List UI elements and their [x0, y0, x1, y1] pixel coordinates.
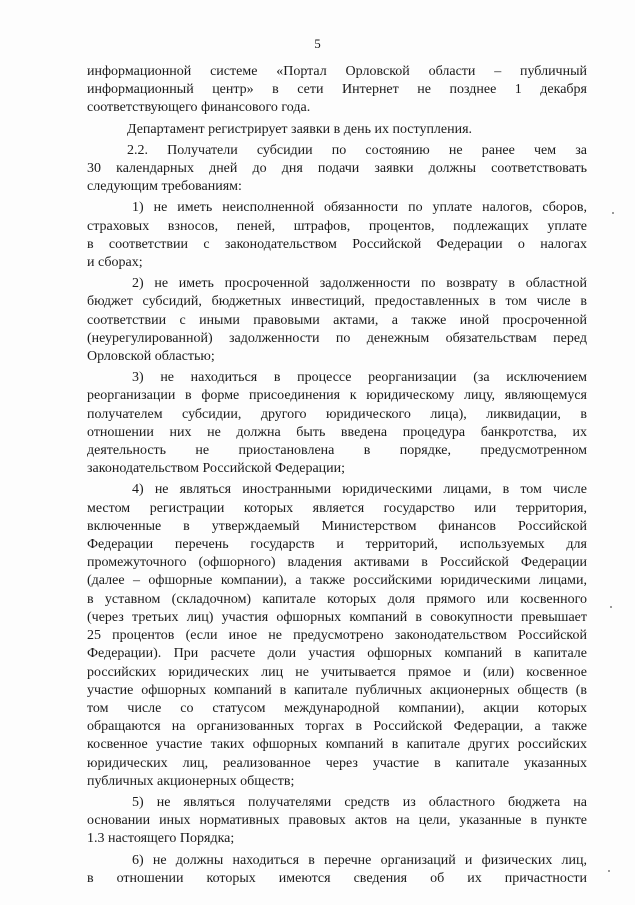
text-line: отношении них не должна быть введена процедура банкротства, их: [87, 424, 587, 440]
text-line: следующим требованиям:: [87, 179, 242, 195]
text-line: законодательством Российской Федерации;: [87, 461, 346, 477]
text-line: страховых взносов, пеней, штрафов, процентов, подлежащих уплате: [87, 218, 587, 234]
text-line: (неурегулированной) задолженности по денежным обязательствам перед: [87, 330, 587, 346]
text-line: промежуточного (офшорного) владения активами в Российской Федерации: [87, 555, 587, 571]
text-line: Федерации). При расчете доли участия офшорных компаний в капитале: [87, 646, 587, 662]
text-line: информационной системе «Портал Орловской области – публичный: [87, 64, 587, 79]
text-line: информационный центр» в сети Интернет не позднее 1 декабря: [87, 82, 587, 98]
text-line: Орловской областью;: [87, 349, 215, 365]
text-line: получателем субсидии, другого юридического лица), ликвидации, в: [87, 406, 587, 422]
text-line: российских юридических лиц не учитывается прямое и (или) косвенное: [87, 664, 587, 680]
scan-speck: [612, 212, 614, 214]
text-line: 2.2. Получатели субсидии по состоянию не ранее чем за: [127, 142, 587, 158]
text-line: 30 календарных дней до дня подачи заявки должны соответствовать: [87, 161, 587, 177]
text-line: 1.3 настоящего Порядка;: [87, 831, 235, 847]
text-line: 4) не являться иностранными юридическими лицами, в том числе: [132, 482, 587, 498]
text-line: местом регистрации которых является государство или территория,: [87, 500, 587, 516]
text-line: соответствующего финансового года.: [87, 100, 311, 116]
document-body: [87, 63, 587, 888]
text-line: в соответствии с законодательством Российской Федерации о налогах: [87, 236, 587, 252]
text-line: юридических лиц, реализованное через участие в капитале указанных: [87, 755, 587, 771]
text-line: соответствии с иными правовыми актами, а также иной просроченной: [87, 312, 587, 328]
text-line: основании иных нормативных правовых актов на цели, указанные в пункте: [87, 813, 587, 829]
text-line: 2) не иметь просроченной задолженности по возврату в областной: [132, 276, 587, 292]
text-line: 25 процентов (если иное не предусмотрено законодательством Российской: [87, 628, 587, 644]
text-line: участие офшорных компаний в капитале публичных акционерных обществ (в: [87, 682, 587, 698]
text-line: реорганизации в форме присоединения к юридическому лицу, являющемуся: [87, 388, 587, 404]
text-line: (далее – офшорные компании), а также российскими юридическими лицами,: [87, 573, 587, 589]
text-line: обращаются на организованных торгах в Российской Федерации, а также: [87, 719, 587, 735]
text-line: 5) не являться получателями средств из областного бюджета на: [132, 794, 587, 810]
text-line: 3) не находиться в процессе реорганизации (за исключением: [132, 370, 587, 386]
page-number: 5: [314, 36, 321, 51]
text-line: деятельность не приостановлена в порядке, предусмотренном: [87, 443, 587, 459]
scan-speck: [610, 606, 612, 608]
text-line: Федерации перечень государств и территорий, используемых для: [87, 537, 587, 553]
text-line: 6) не должны находиться в перечне организаций и физических лиц,: [132, 852, 587, 868]
text-line: в отношении которых имеются сведения об их причастности: [87, 870, 587, 886]
text-line: и сборах;: [87, 255, 143, 271]
text-line: Департамент регистрирует заявки в день их поступления.: [127, 121, 473, 137]
text-line: публичных акционерных обществ;: [87, 773, 295, 789]
text-line: (через третьих лиц) участия офшорных компаний в совокупности превышает: [87, 609, 587, 625]
scan-speck: [608, 870, 610, 872]
text-line: в уставном (складочном) капитале которых доля прямого или косвенного: [87, 591, 587, 607]
text-line: бюджет субсидий, бюджетных инвестиций, предоставленных в том числе в: [87, 294, 587, 310]
text-line: 1) не иметь неисполненной обязанности по уплате налогов, сборов,: [132, 200, 587, 216]
text-line: косвенное участие таких офшорных компаний в капитале других российских: [87, 737, 587, 753]
text-line: включенные в утверждаемый Министерством финансов Российской: [87, 518, 587, 534]
text-line: том числе со статусом международной компании), акции которых: [87, 700, 587, 716]
